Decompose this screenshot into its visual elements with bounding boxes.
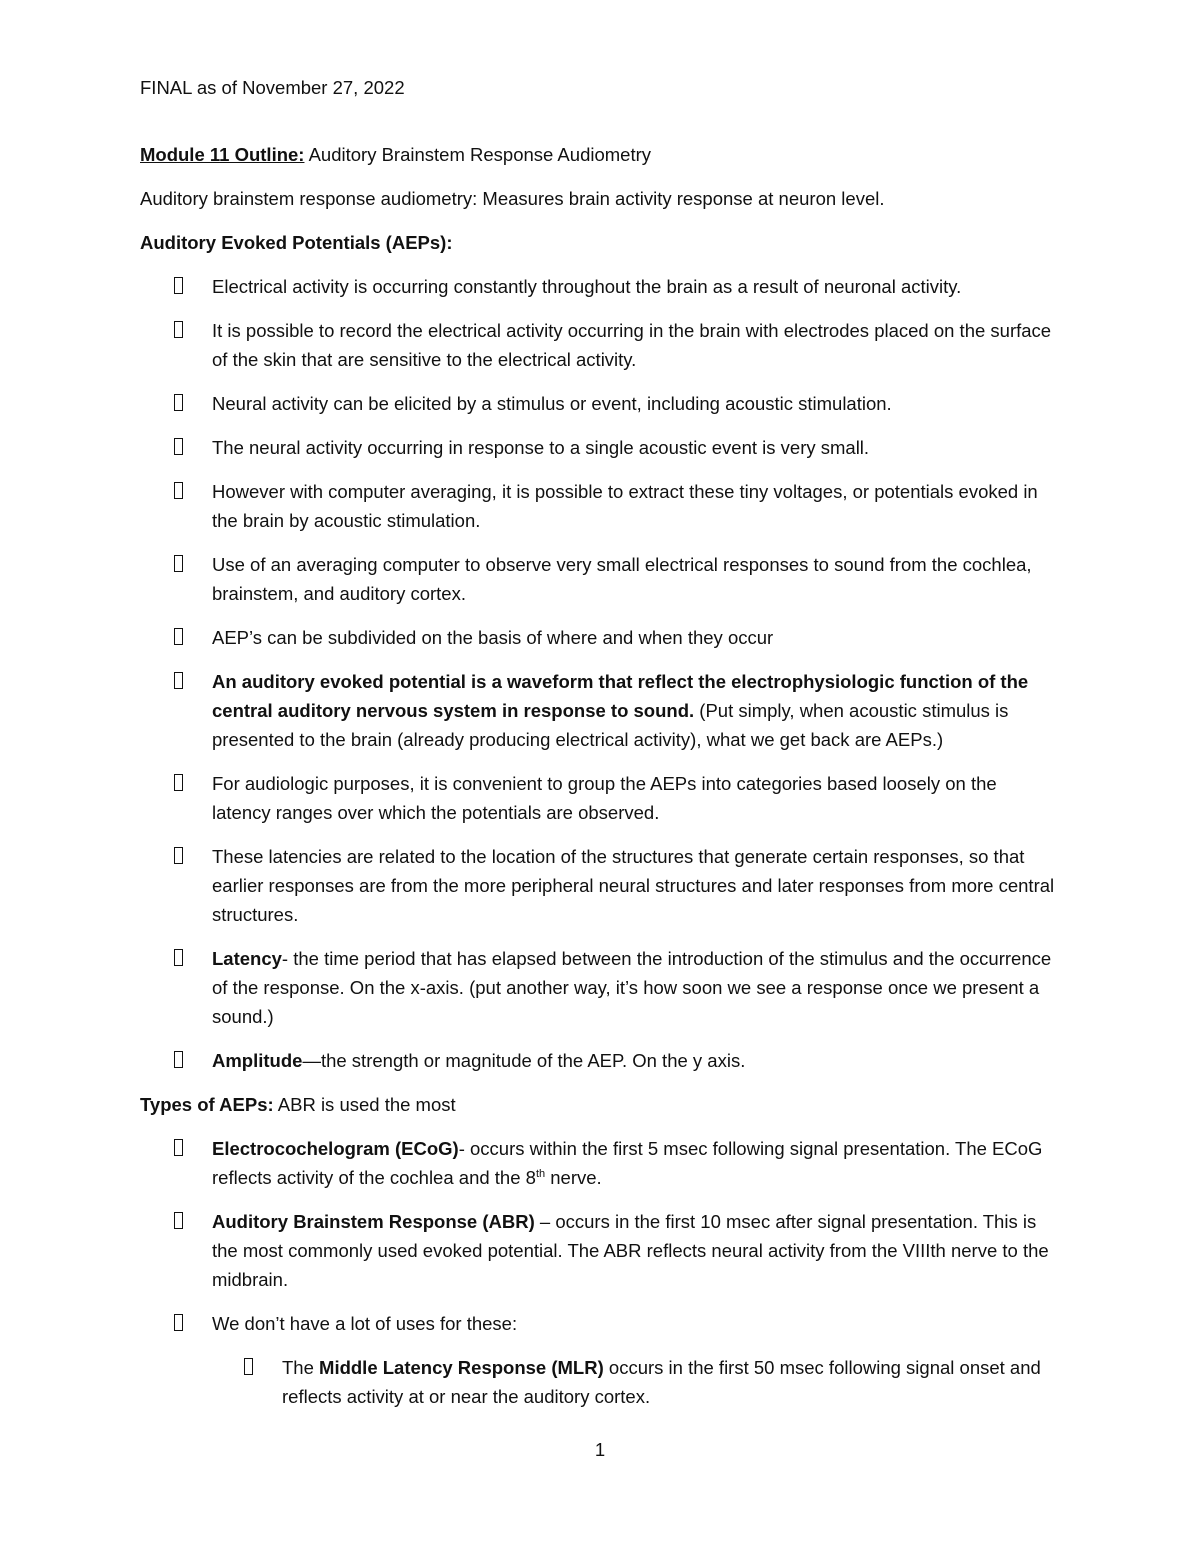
aep-heading: Auditory Evoked Potentials (AEPs): — [140, 232, 453, 253]
list-item-text: - occurs within the first 5 msec following signal presentation. The ECoG reflects activity of the cochlea and the 8 — [212, 1138, 1043, 1188]
list-item — [140, 389, 1060, 418]
list-item — [140, 1207, 1060, 1294]
list-item — [140, 477, 1060, 535]
list-item — [140, 550, 1060, 608]
list-item-text: The neural activity occurring in response to a single acoustic event is very small. — [212, 437, 870, 458]
list-item-bold-text: Electrocochelogram (ECoG) — [212, 1138, 459, 1159]
list-item-bold-text: An auditory evoked potential is a waveform that reflect the electrophysiologic function of the central auditory nervous system in response to sound. — [212, 671, 1029, 721]
list-item-text: Neural activity can be elicited by a stimulus or event, including acoustic stimulation. — [212, 393, 892, 414]
module-title — [140, 140, 1060, 169]
list-item-text: nerve. — [545, 1167, 602, 1188]
list-item-text: The — [282, 1357, 320, 1378]
list-item-text: occurs in the first 50 msec following signal onset and reflects activity at or near the auditory cortex. — [282, 1357, 1041, 1407]
bullet-icon — [174, 438, 183, 455]
list-item — [140, 433, 1060, 462]
list-item — [140, 272, 1060, 301]
list-item-text: Electrical activity is occurring constantly throughout the brain as a result of neuronal activity. — [212, 276, 962, 297]
list-item-bold-text: Latency — [212, 948, 282, 969]
superscript: th — [535, 1167, 546, 1180]
bullet-icon — [174, 482, 183, 499]
bullet-icon — [174, 1314, 183, 1331]
list-item — [140, 1309, 1060, 1338]
bullet-icon — [174, 1139, 183, 1156]
aep-bullet-list — [140, 272, 1060, 1075]
module-title-text: Auditory Brainstem Response Audiometry — [304, 144, 652, 165]
list-item-bold-text: Middle Latency Response (MLR) — [319, 1357, 604, 1378]
bullet-icon — [174, 774, 183, 791]
list-item — [140, 1046, 1060, 1075]
intro-paragraph: Auditory brainstem response audiometry: Measures brain activity response at neuron level. — [140, 188, 885, 209]
list-item-bold-text: Auditory Brainstem Response (ABR) — [212, 1211, 535, 1232]
list-item — [140, 944, 1060, 1031]
list-item — [140, 1134, 1060, 1192]
bullet-icon — [174, 277, 183, 294]
bullet-icon — [174, 1051, 183, 1068]
types-heading — [140, 1090, 1060, 1119]
list-item-text: However with computer averaging, it is possible to extract these tiny voltages, or potentials evoked in the brain by acoustic stimulation. — [212, 481, 1038, 531]
types-heading-label: Types of AEPs: — [140, 1094, 274, 1115]
bullet-icon — [174, 394, 183, 411]
list-item-bold-text: Amplitude — [212, 1050, 303, 1071]
list-item-text: For audiologic purposes, it is convenient to group the AEPs into categories based loosely on the latency ranges over which the potentials are observed. — [212, 773, 997, 823]
list-item — [140, 667, 1060, 754]
list-item-text: AEP’s can be subdivided on the basis of where and when they occur — [212, 627, 774, 648]
bullet-icon — [174, 949, 183, 966]
list-item — [140, 842, 1060, 929]
module-title-label: Module 11 Outline: — [140, 144, 305, 165]
list-item-text: It is possible to record the electrical activity occurring in the brain with electrodes placed on the surface of the skin that are sensitive to the electrical activity. — [212, 320, 1052, 370]
document-body — [140, 140, 1060, 1426]
bullet-icon — [174, 555, 183, 572]
page-header: FINAL as of November 27, 2022 — [140, 77, 405, 98]
list-item-text: - the time period that has elapsed between the introduction of the stimulus and the occurrence of the response. On the x-axis. (put another way, it’s how soon we see a response once we present a sound.) — [212, 948, 1052, 1027]
list-item-text: These latencies are related to the location of the structures that generate certain responses, so that earlier responses are from the more peripheral neural structures and later responses from more central structures. — [212, 846, 1055, 925]
bullet-icon — [174, 1212, 183, 1229]
bullet-icon — [174, 321, 183, 338]
list-item — [140, 623, 1060, 652]
list-item — [140, 769, 1060, 827]
list-item-text: (Put simply, when acoustic stimulus is presented to the brain (already producing electrical activity), what we get back are AEPs.) — [212, 700, 1009, 750]
types-heading-text: ABR is used the most — [273, 1094, 456, 1115]
bullet-icon — [244, 1358, 253, 1375]
list-item-text: – occurs in the first 10 msec after signal presentation. This is the most commonly used evoked potential. The ABR reflects neural activity from the VIIIth nerve to the midbrain. — [212, 1211, 1049, 1290]
bullet-icon — [174, 628, 183, 645]
types-bullet-list — [140, 1134, 1060, 1411]
list-item-text: —the strength or magnitude of the AEP. On the y axis. — [302, 1050, 746, 1071]
list-item-nested — [140, 1353, 1060, 1411]
page-number: 1 — [594, 1439, 606, 1460]
bullet-icon — [174, 672, 183, 689]
list-item — [140, 316, 1060, 374]
list-item-text: Use of an averaging computer to observe very small electrical responses to sound from the cochlea, brainstem, and auditory cortex. — [212, 554, 1032, 604]
list-item-text: We don’t have a lot of uses for these: — [212, 1313, 518, 1334]
bullet-icon — [174, 847, 183, 864]
